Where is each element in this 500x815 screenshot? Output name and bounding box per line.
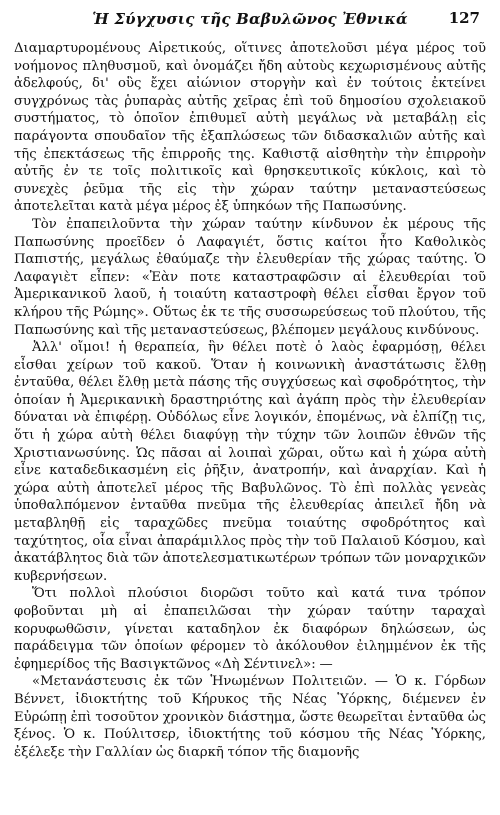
page-number: 127: [448, 9, 480, 27]
paragraph-2: Τὸν ἐπαπειλοῦντα τὴν χώραν ταύτην κίνδυνον ἐκ μέρους τῆς Παπωσύνης προεῖδεν ὁ Λαφαγιέτ, ὅστις καίτοι ἦτο Καθολικὸς Παπιστής, μεγάλως ἐθαύμαζε τὴν ἐλευθερίαν τῆς χώρας ταύτης. Ὁ Λαφαγιὲτ εἶπεν: «Ἐὰν ποτε καταστραφῶσιν αἱ ἐλευθερίαι τοῦ Ἀμερικανικοῦ λαοῦ, ἡ τοιαύτη καταστροφὴ θέλει εἶσθαι ἔργον τοῦ κλήρου τῆς Ρώμης». Οὕτως ἐκ τε τῆς συσσωρεύσεως τοῦ πλούτου, τῆς Παπωσύνης καὶ τῆς μεταναστεύσεως, βλέπομεν μεγάλους κινδύνους.: [14, 216, 486, 338]
running-head: Ἡ Σύγχυσις τῆς Βαβυλῶνος Ἐθνικά: [92, 10, 408, 28]
paragraph-4: Ὅτι πολλοὶ πλούσιοι διορῶσι τοῦτο καὶ κατά τινα τρόπον φοβοῦνται μὴ αἱ ἐπαπειλῶσαι τὴν χώραν ταύτην ταραχαὶ κορυφωθῶσιν, γίνεται καταδηλον ἐκ διαφόρων δηλώσεων, ὡς παράδειγμα τῶν ὁποίων φέρομεν τὸ ἀκόλουθον ἐιλημμένον ἐκ τῆς ἐφημερίδος τῆς Βασιγκτῶνος «Δὴ Σέντινελ»: —: [14, 586, 486, 672]
paragraph-1: Διαμαρτυρομένους Αἱρετικούς, οἵτινες ἀποτελοῦσι μέγα μέρος τοῦ νοήμονος πληθυσμοῦ, καὶ ὀνομάζει ἤδη αὐτοὺς κεχωρισμένους αὐτῆς ἀδελφούς, δι' οὓς ἔχει αἰώνιον στοργὴν καὶ ἐν τούτοις ἐκτείνει συγχρόνως τὰς ῥυπαρὰς αὐτῆς χεῖρας ἐπὶ τοῦ δημοσίου σχολειακοῦ συστήματος, τὸ ὁποῖον ἐπιθυμεῖ αὐτὴ μεγάλως νὰ μεταβάλῃ εἰς παράγοντα σπουδαῖον τῆς ἐξαπλώσεως τῶν διδασκαλιῶν αὐτῆς καὶ τῆς ἐπεκτάσεως τῆς ἐπιρροῆς της. Καθιστᾷ αἰσθητὴν τὴν ἐπιρροὴν αὐτῆς ἐν τε τοῖς πολιτικοῖς καὶ θρησκευτικοῖς κύκλοις, καὶ τὸ συνεχὲς ῥεῦμα τῆς εἰς τὴν χώραν ταύτην μεταναστεύσεως ἀποτελεῖται κατὰ μέγα μέρος ἐξ ὑπηκόων τῆς Παπωσύνης.: [14, 41, 486, 215]
paragraph-5: «Μετανάστευσις ἐκ τῶν Ἡνωμένων Πολιτειῶν. — Ὁ κ. Γόρδων Βέννετ, ἰδιοκτήτης τοῦ Κήρυκος τῆς Νέας Ὑόρκης, διέμενεν ἐν Εὐρώπῃ ἐπὶ τοσοῦτον χρονικὸν διάστημα, ὥστε θεωρεῖται ἐνταῦθα ὡς ξένος. Ὁ κ. Πούλιτσερ, ἰδιοκτήτης τοῦ κόσμου τῆς Νέας Ὑόρκης, ἐξέλεξε τὴν Γαλλίαν ὡς διαρκῆ τόπον τῆς διαμονῆς: [14, 674, 486, 760]
body-text: [14, 40, 486, 761]
paragraph-3: Ἀλλ' οἴμοι! ἡ θεραπεία, ἣν θέλει ποτὲ ὁ λαὸς ἐφαρμόσῃ, θέλει εἶσθαι χείρων τοῦ κακοῦ. Ὅταν ἡ κοινωνικὴ ἀναστάτωσις ἔλθῃ ἐνταῦθα, θέλει ἔλθῃ μετὰ πάσης τῆς συγχύσεως καὶ σφοδρότητος, τὴν ὁποίαν ἡ Ἀμερικανικὴ δραστηριότης καὶ ἀγάπη πρὸς τὴν ἐλευθερίαν δύναται νὰ ἐπιφέρῃ. Οὐδόλως εἶνε λογικόν, ἐπομένως, νὰ ἐλπίζῃ τις, ὅτι ἡ χώρα αὐτὴ θέλει διαφύγῃ τὴν τύχην τῶν λοιπῶν ἐθνῶν τῆς Χριστιανωσύνης. Ὡς πᾶσαι αἱ λοιπαὶ χῶραι, οὕτω καὶ ἡ χώρα αὐτὴ εἶνε καταδεδικασμένη εἰς ῥῆξιν, ἀνατροπήν, καὶ ἀναρχίαν. Καὶ ἡ χώρα αὐτὴ ἀποτελεῖ μέρος τῆς Βαβυλῶνος. Τὸ ἐπὶ πολλὰς γενεὰς ὑποθαλπόμενον ἐνταῦθα πνεῦμα τῆς ἐλευθερίας ἀπειλεῖ ἤδη νὰ μεταβληθῇ εἰς ταραχῶδες πνεῦμα τοιαύτης σφοδρότητος καὶ ταχύτητος, οἷα εἶναι ἀπαράμιλλος πρὸς τὴν τοῦ Παλαιοῦ Κόσμου, καὶ ἀκατάβλητος διὰ τῶν ἀποτελεσματικωτέρων τρόπων τῶν μοναρχικῶν κυβερνήσεων.: [14, 340, 486, 584]
page-header: [14, 6, 486, 30]
